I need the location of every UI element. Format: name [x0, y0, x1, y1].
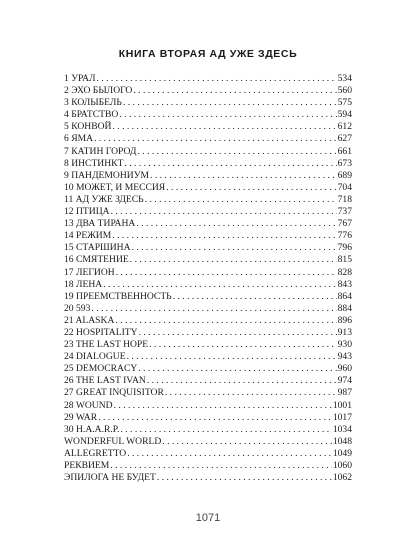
- toc-entry-title: 22 HOSPITALITY: [64, 326, 138, 338]
- toc-dot-leader: [127, 351, 337, 363]
- toc-entry-page: 575: [337, 97, 352, 109]
- toc-entry-title: WONDERFUL WORLD: [64, 435, 162, 447]
- toc-entry: [64, 170, 352, 182]
- toc-entry: [64, 327, 352, 339]
- toc-dot-leader: [111, 206, 337, 218]
- toc-dot-leader: [114, 400, 332, 412]
- toc-entry: [64, 315, 352, 327]
- toc-dot-leader: [149, 339, 336, 351]
- toc-dot-leader: [120, 424, 331, 436]
- toc-entry: [64, 291, 352, 303]
- toc-dot-leader: [115, 315, 336, 327]
- toc-entry-page: 767: [337, 218, 352, 230]
- toc-entry-title: 4 БРАТСТВО: [64, 109, 119, 121]
- toc-entry-title: 5 КОНВОЙ: [64, 121, 112, 133]
- toc-entry-title: 27 GREAT INQUISITOR: [64, 387, 164, 399]
- toc-entry-page: 974: [337, 375, 352, 387]
- toc-dot-leader: [138, 363, 336, 375]
- toc-entry: [64, 109, 352, 121]
- toc-dot-leader: [116, 267, 337, 279]
- toc-dot-leader: [173, 291, 337, 303]
- toc-entry-page: 704: [337, 181, 352, 193]
- toc-dot-leader: [97, 73, 337, 85]
- toc-entry-title: 2 ЭХО БЫЛОГО: [64, 85, 133, 97]
- toc-entry: [64, 121, 352, 133]
- toc-dot-leader: [123, 97, 337, 109]
- toc-entry-page: 1062: [332, 472, 352, 484]
- toc-entry: [64, 424, 352, 436]
- page-number: 1071: [195, 512, 221, 524]
- toc-entry: [64, 267, 352, 279]
- toc-entry: [64, 206, 352, 218]
- toc-entry-page: 612: [337, 121, 352, 133]
- toc-entry-page: 1034: [332, 423, 352, 435]
- toc-dot-leader: [119, 109, 336, 121]
- toc-dot-leader: [103, 279, 336, 291]
- toc-entry: [64, 375, 352, 387]
- toc-dot-leader: [124, 158, 336, 170]
- toc-entry: [64, 400, 352, 412]
- toc-dot-leader: [94, 133, 337, 145]
- toc-entry-page: 627: [337, 133, 352, 145]
- toc-entry-page: 718: [337, 193, 352, 205]
- toc-dot-leader: [91, 303, 336, 315]
- toc-entry-page: 930: [337, 339, 352, 351]
- toc-entry: [64, 230, 352, 242]
- toc-entry-title: 14 РЕЖИМ: [64, 230, 112, 242]
- toc-entry: [64, 242, 352, 254]
- toc-dot-leader: [112, 121, 336, 133]
- toc-entry: [64, 472, 352, 484]
- toc-entry-title: 29 WAR: [64, 411, 98, 423]
- toc-entry-page: 864: [337, 290, 352, 302]
- toc-entry-title: 12 ПТИЦА: [64, 206, 110, 218]
- toc-entry: [64, 460, 352, 472]
- toc-dot-leader: [147, 375, 337, 387]
- toc-entry-page: 796: [337, 242, 352, 254]
- toc-entry-page: 673: [337, 157, 352, 169]
- toc-entry-title: 8 ИНСТИНКТ: [64, 157, 124, 169]
- toc-entry: [64, 412, 352, 424]
- toc-dot-leader: [145, 194, 337, 206]
- toc-dot-leader: [162, 436, 332, 448]
- toc-dot-leader: [110, 460, 331, 472]
- toc-entry-page: 1060: [332, 460, 352, 471]
- toc-entry: [64, 218, 352, 230]
- toc-entry-page: 943: [337, 351, 352, 363]
- toc-entry: [64, 448, 352, 460]
- toc-entry: [64, 363, 352, 375]
- toc-entry: [64, 279, 352, 291]
- toc-entry: [64, 85, 352, 97]
- toc-entry: [64, 339, 352, 351]
- toc-entry-page: 689: [337, 169, 352, 181]
- toc-entry-title: 15 СТАРШИНА: [64, 242, 131, 254]
- toc-entry-title: РЕКВИЕМ: [64, 460, 110, 471]
- toc-entry: [64, 133, 352, 145]
- toc-entry-title: 26 THE LAST IVAN: [64, 375, 146, 387]
- toc-entry: [64, 351, 352, 363]
- toc-entry-title: 13 ДВА ТИРАНА: [64, 218, 136, 230]
- toc-entry-page: 594: [337, 109, 352, 121]
- toc-entry-page: 776: [337, 230, 352, 242]
- toc-entry-title: ALLEGRETTO: [64, 447, 127, 459]
- toc-entry-title: 30 H.A.A.R.P.: [64, 423, 120, 435]
- toc-entry-title: 18 ЛЕНА: [64, 278, 103, 290]
- toc-dot-leader: [137, 146, 336, 158]
- toc-entry-page: 1001: [332, 399, 352, 411]
- toc-entry: [64, 73, 352, 85]
- toc-entry-page: 1017: [332, 411, 352, 423]
- toc-dot-leader: [139, 327, 337, 339]
- toc-entry-title: 1 УРАЛ: [64, 73, 96, 84]
- toc-entry-title: 23 THE LAST HOPE: [64, 339, 149, 351]
- toc-entry-title: 11 АД УЖЕ ЗДЕСЬ: [64, 193, 144, 205]
- toc-dot-leader: [112, 230, 336, 242]
- toc-entry-page: 1049: [332, 447, 352, 459]
- toc-entry-title: 24 DIALOGUE: [64, 351, 126, 363]
- toc-dot-leader: [98, 412, 332, 424]
- toc-entry: [64, 254, 352, 266]
- table-of-contents: [64, 73, 352, 484]
- toc-entry-page: 815: [337, 254, 352, 266]
- toc-entry-title: 10 МОЖЕТ, И МЕССИЯ: [64, 181, 166, 193]
- toc-entry-title: 6 ЯМА: [64, 133, 94, 145]
- toc-entry-page: 560: [337, 85, 352, 97]
- toc-entry: [64, 303, 352, 315]
- toc-entry-page: 1048: [332, 435, 352, 447]
- toc-entry-page: 987: [337, 387, 352, 399]
- book-title: КНИГА ВТОРАЯ АД УЖЕ ЗДЕСЬ: [118, 48, 298, 60]
- toc-entry: [64, 97, 352, 109]
- toc-entry-page: 884: [337, 302, 352, 314]
- toc-entry-title: 3 КОЛЫБЕЛЬ: [64, 97, 122, 109]
- toc-entry: [64, 182, 352, 194]
- toc-dot-leader: [130, 254, 337, 266]
- toc-entry-title: 21 ALASKA: [64, 314, 115, 326]
- toc-entry-title: 19 ПРЕЕМСТВЕННОСТЬ: [64, 290, 172, 302]
- toc-entry-page: 737: [337, 206, 352, 218]
- toc-dot-leader: [166, 182, 336, 194]
- toc-entry-page: 843: [337, 278, 352, 290]
- toc-entry-title: 25 DEMOCRACY: [64, 363, 138, 375]
- toc-dot-leader: [133, 85, 336, 97]
- toc-entry: [64, 146, 352, 158]
- toc-entry: [64, 158, 352, 170]
- toc-dot-leader: [150, 170, 337, 182]
- toc-entry-page: 913: [337, 326, 352, 338]
- toc-entry-page: 661: [337, 145, 352, 157]
- toc-entry: [64, 436, 352, 448]
- toc-entry-title: 17 ЛЕГИОН: [64, 266, 115, 278]
- toc-dot-leader: [136, 218, 336, 230]
- toc-entry-page: 534: [337, 73, 352, 84]
- toc-dot-leader: [157, 472, 332, 484]
- toc-entry: [64, 387, 352, 399]
- toc-entry-title: 7 КАТИН ГОРОД: [64, 145, 137, 157]
- toc-dot-leader: [165, 387, 337, 399]
- toc-entry-title: ЭПИЛОГА НЕ БУДЕТ: [64, 472, 156, 484]
- toc-entry-title: 28 WOUND: [64, 399, 113, 411]
- toc-entry: [64, 194, 352, 206]
- toc-entry-page: 960: [337, 363, 352, 375]
- toc-entry-title: 16 СМЯТЕНИЕ: [64, 254, 129, 266]
- toc-entry-title: 9 ПАНДЕМОНИУМ: [64, 169, 150, 181]
- toc-dot-leader: [127, 448, 332, 460]
- toc-entry-page: 828: [337, 266, 352, 278]
- toc-entry-page: 896: [337, 314, 352, 326]
- toc-entry-title: 20 593: [64, 302, 91, 314]
- toc-dot-leader: [132, 242, 337, 254]
